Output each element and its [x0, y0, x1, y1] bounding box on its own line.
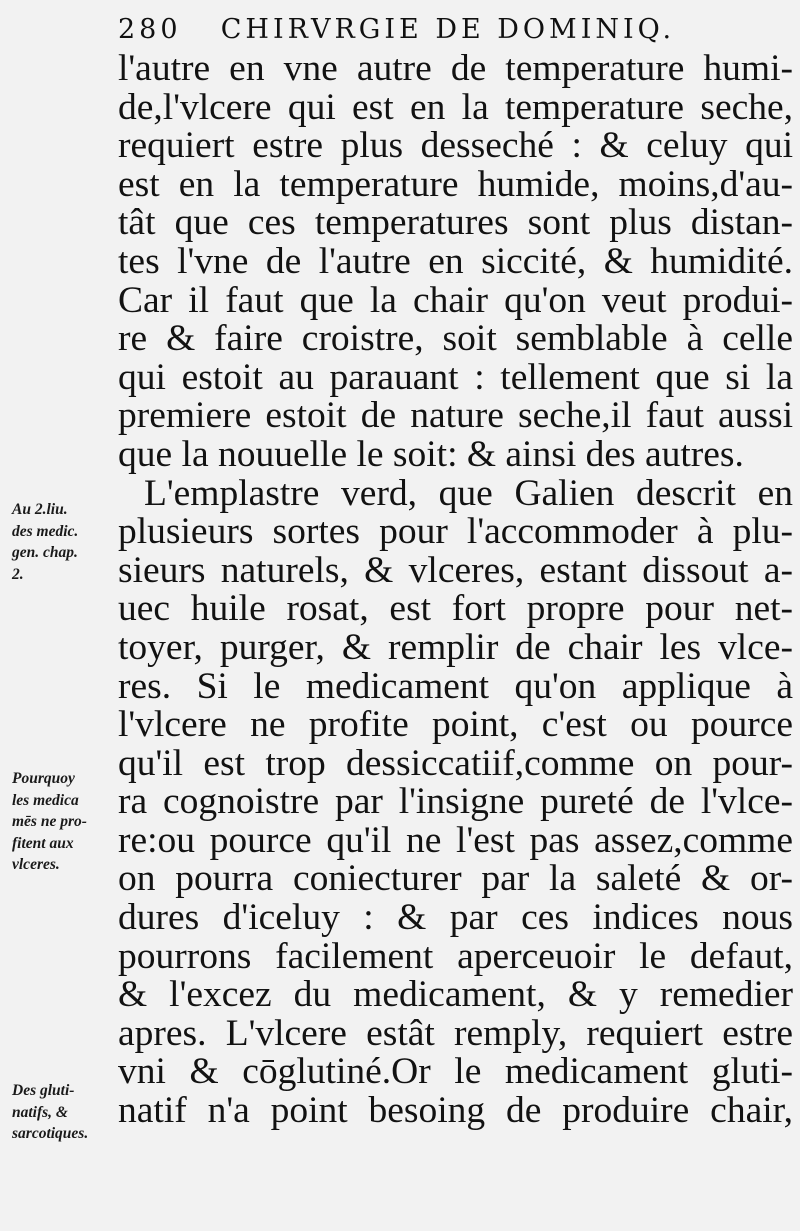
margin-note-line: Au 2.liu.	[12, 501, 68, 518]
text-line: res. Si le medicament qu'on applique à	[118, 665, 793, 707]
margin-note-line: des medic.	[12, 522, 79, 540]
text-line: on pourra coniecturer par la saleté & or-	[118, 858, 793, 900]
text-line: uec huile rosat, est fort propre pour net-	[118, 588, 793, 630]
text-line: L'emplastre verd, que Galien descrit en	[144, 472, 793, 514]
text-line: de,l'vlcere qui est en la temperature seche,	[118, 86, 793, 128]
text-line: requiert estre plus desseché : & celuy qui	[118, 125, 793, 167]
text-line: qui estoit au parauant : tellement que si la	[118, 356, 793, 398]
text-line: Car il faut que la chair qu'on veut produi-	[118, 279, 793, 321]
text-line: que la nouuelle le soit: & ainsi des autres.	[118, 433, 744, 475]
text-line: vni & cōglutiné.Or le medicament gluti-	[118, 1051, 793, 1093]
text-line: natif n'a point besoing de produire chair,	[118, 1090, 793, 1132]
text-line: l'autre en vne autre de temperature humi-	[118, 48, 793, 89]
show-through-text	[20, 70, 24, 88]
running-title: CHIRVRGIE DE DOMINIQ.	[220, 14, 676, 45]
margin-note-glutinatifs	[12, 1080, 122, 1145]
text-line: pourrons facilement aperceuoir le defaut,	[118, 935, 793, 977]
margin-note-line: Des gluti-	[12, 1082, 75, 1099]
margin-note-line: vlceres.	[12, 856, 60, 873]
margin-note-line: natifs, &	[12, 1103, 68, 1121]
margin-note-line: fitent aux	[12, 834, 74, 852]
text-line: apres. L'vlcere estât remply, requiert estre	[118, 1012, 793, 1054]
text-line: dures d'iceluy : & par ces indices nous	[118, 897, 793, 939]
text-line: re & faire croistre, soit semblable à celle	[118, 318, 793, 360]
text-line: & l'excez du medicament, & y remedier	[118, 974, 793, 1016]
text-line: ra cognoistre par l'insigne pureté de l'vlce-	[118, 781, 793, 823]
text-line: toyer, purger, & remplir de chair les vlce-	[118, 626, 793, 668]
text-line: re:ou pource qu'il ne l'est pas assez,comme	[118, 819, 793, 861]
margin-note-line: 2.	[12, 565, 24, 583]
text-line: qu'il est trop dessiccatiif,comme on pour-	[118, 742, 793, 784]
text-line: l'vlcere ne profite point, c'est ou pource	[118, 704, 793, 746]
margin-note-source	[12, 499, 122, 585]
body-text	[118, 50, 793, 1131]
text-line: tât que ces temperatures sont plus distan-	[118, 202, 793, 244]
margin-note-line: gen. chap.	[12, 544, 78, 561]
running-head	[118, 14, 675, 45]
margin-note-line: mēs ne pro-	[12, 813, 87, 830]
page-number: 280	[118, 14, 182, 45]
text-line: est en la temperature humide, moins,d'au-	[118, 163, 793, 205]
margin-note-line: Pourquoy	[12, 770, 75, 787]
text-line: plusieurs sortes pour l'accommoder à plu-	[118, 511, 793, 553]
text-line: sieurs naturels, & vlceres, estant dissout a-	[118, 549, 793, 591]
text-line: premiere estoit de nature seche,il faut aussi	[118, 395, 793, 437]
margin-note-line: sarcotiques.	[12, 1125, 89, 1142]
text-line: tes l'vne de l'autre en siccité, & humidité.	[118, 240, 793, 282]
margin-note-pourquoy	[12, 768, 122, 876]
margin-note-line: les medica	[12, 791, 79, 809]
